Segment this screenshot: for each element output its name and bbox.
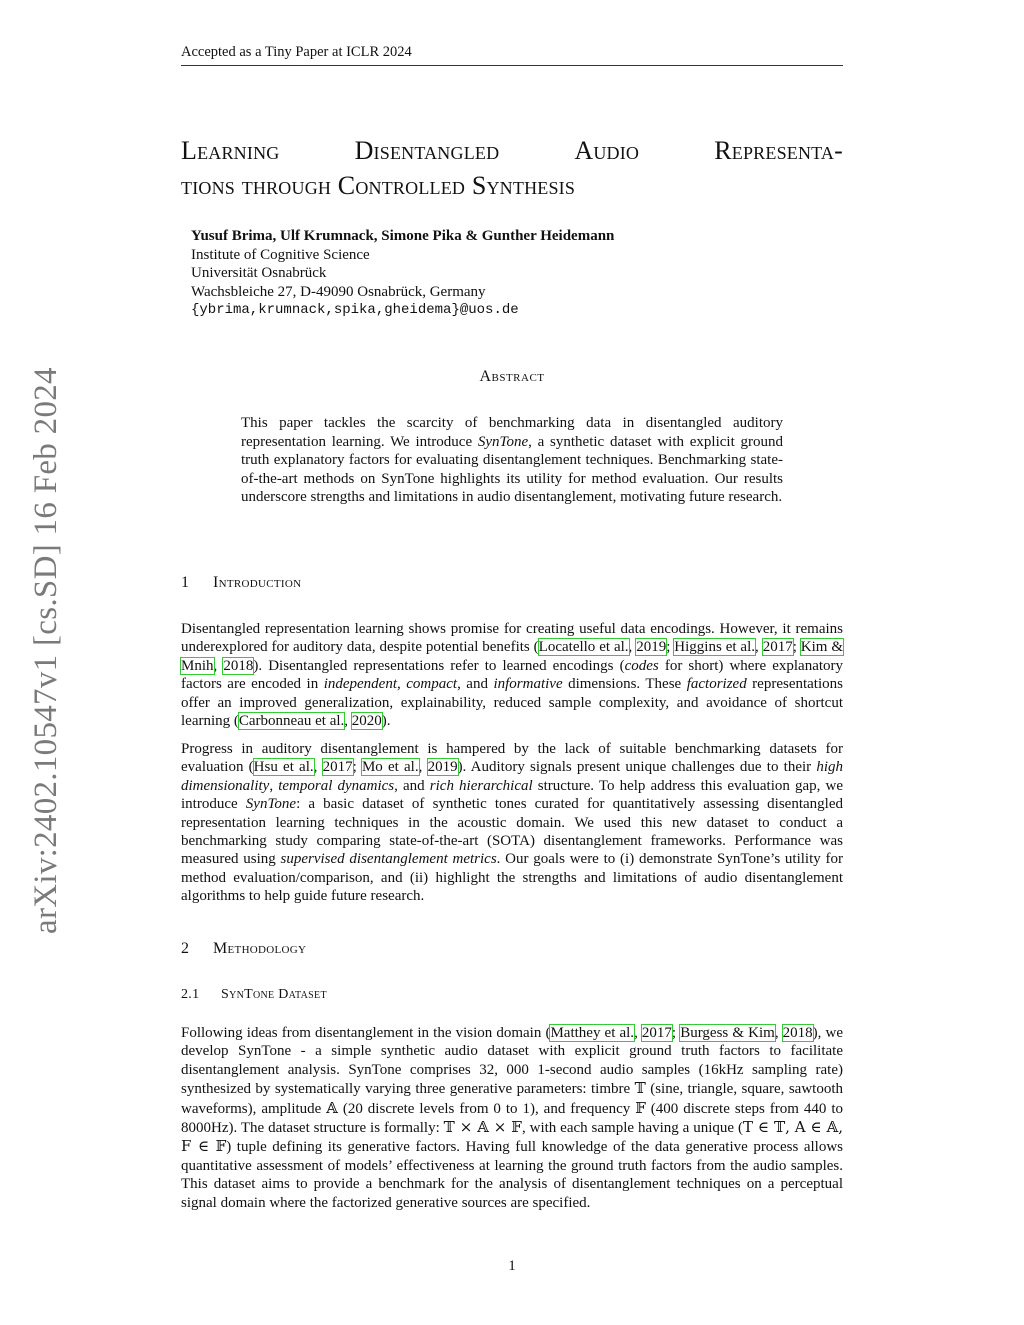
citation-year-link[interactable]: 2019 — [427, 759, 458, 776]
emphasis: independent — [323, 676, 398, 693]
citation-separator: , — [628, 639, 637, 656]
paragraph-text: representations offer an improved generalization, explainability, reduced sample complexity, and avoidance of shortcut learning ( — [181, 676, 843, 730]
section-title: Methodology — [213, 940, 307, 957]
title-line-1 — [181, 133, 843, 168]
emphasis: compact — [406, 676, 458, 693]
paragraph-text: (20 discrete levels from 0 to 1), and frequency — [337, 1100, 636, 1117]
abstract-emphasis: SynTone — [477, 433, 529, 450]
section-heading-methodology — [181, 940, 306, 958]
citation-link[interactable]: Kim & Mnih — [181, 639, 844, 674]
emphasis: codes — [624, 657, 659, 674]
citation-link[interactable]: Hsu et al. — [253, 759, 314, 776]
citation-year-link[interactable]: 2017 — [641, 1025, 672, 1041]
syntone-paragraph — [181, 1024, 843, 1212]
author-block — [191, 227, 614, 320]
citation-separator: , — [774, 1025, 783, 1041]
citation-year-link[interactable]: 2020 — [351, 713, 382, 730]
paragraph-text: Following ideas from disentanglement in the vision domain ( — [181, 1025, 551, 1041]
citation-link[interactable]: Burgess & Kim — [680, 1025, 775, 1041]
title-word: Disentangled — [354, 136, 500, 165]
subsection-title: SynTone Dataset — [221, 987, 327, 1002]
citation-link[interactable]: Locatello et al. — [538, 639, 629, 656]
author-address: Wachsbleiche 27, D-49090 Osnabrück, Germany — [191, 283, 486, 300]
author-institute: Institute of Cognitive Science — [191, 246, 370, 263]
citation-link[interactable]: Mo et al. — [361, 759, 419, 776]
section-heading-introduction — [181, 574, 301, 592]
math-expression: 𝕋 × 𝔸 × 𝔽 — [443, 1118, 522, 1137]
emphasis: factorized — [686, 676, 747, 693]
citation-year-link[interactable]: 2019 — [636, 639, 667, 656]
citation-link[interactable]: Carbonneau et al. — [238, 713, 345, 730]
arxiv-identifier-stamp: arXiv:2402.10547v1 [cs.SD] 16 Feb 2024 — [28, 367, 64, 934]
author-names: Yusuf Brima, Ulf Krumnack, Simone Pika & Gunther Heidemann — [191, 228, 615, 244]
paragraph-text: ) tuple defining its generative factors. Having full knowledge of the data generative process allows quantitative assessment of models’ effectiveness at learning the ground truth factors from the audio samples. This dataset aims to provide a benchmark for the analysis of disentanglement techniques on a perceptual signal domain where the factorized generative sources are specified. — [181, 1139, 843, 1211]
paragraph-text: , and — [394, 777, 430, 794]
citation-year-link[interactable]: 2017 — [322, 759, 353, 776]
emphasis: SynTone — [245, 796, 297, 813]
paragraph-text: (400 discrete steps from 440 to 8000Hz). The dataset structure is formally: — [181, 1100, 843, 1137]
citation-separator: , — [344, 713, 352, 730]
math-symbol: 𝔽 — [635, 1098, 646, 1117]
emphasis: informative — [493, 676, 563, 693]
citation-separator: , — [418, 759, 428, 776]
citation-separator: , — [755, 639, 763, 656]
abstract-text: This paper tackles the scarcity of benchmarking data in disentangled auditory representation learning. We introduce — [241, 415, 783, 450]
citation-year-link[interactable]: 2017 — [762, 639, 793, 656]
page-number: 1 — [508, 1258, 516, 1274]
abstract-heading: Abstract — [479, 368, 545, 385]
abstract-text: , a synthetic dataset with explicit ground truth explanatory factors for evaluating disentanglement techniques. Benchmarking state-of-the-art methods on SynTone highlights its utility for method evaluation. Our results underscore strengths and limitations in audio disentanglement, motivating future research. — [241, 433, 783, 506]
intro-paragraph-1 — [181, 620, 843, 730]
citation-separator: , — [634, 1025, 642, 1041]
citation-separator: , — [213, 657, 224, 674]
citation-link[interactable]: Matthey et al. — [550, 1025, 635, 1041]
citation-link[interactable]: Higgins et al. — [674, 639, 756, 656]
author-email: {ybrima,krumnack,spika,gheidema}@uos.de — [191, 302, 519, 319]
paragraph-text: , with each sample having a unique ( — [521, 1120, 743, 1137]
paragraph-text: dimensions. These — [562, 676, 687, 693]
paragraph-text: . Our goals were to (i) demonstrate SynTone’s utility for method evaluation/comparison, and (ii) highlight the strengths and limitations of audio disentanglement algorithms to help guide future research. — [181, 851, 844, 905]
subsection-heading-syntone-dataset — [181, 987, 327, 1003]
paragraph-text: , — [269, 777, 279, 794]
math-symbol: 𝕋 — [634, 1079, 646, 1098]
abstract-body — [241, 414, 783, 507]
paragraph-text: structure. To help address this evaluation gap, we introduce — [181, 777, 843, 813]
title-word: Audio — [574, 136, 640, 165]
citation-separator: ; — [666, 639, 675, 656]
title-word: Representa- — [714, 136, 843, 165]
citation-separator: ; — [352, 759, 362, 776]
citation-separator: , — [313, 759, 323, 776]
paragraph-text: (sine, triangle, square, sawtooth waveforms), amplitude — [181, 1081, 844, 1117]
author-university: Universität Osnabrück — [191, 265, 327, 282]
section-number: 1 — [181, 574, 190, 591]
emphasis: supervised disentanglement metrics — [280, 851, 497, 868]
paragraph-text: for short) where explanatory factors are encoded in — [181, 657, 844, 693]
paragraph-text: ). Auditory signals present unique challenges due to their — [457, 759, 817, 776]
paragraph-text: : a basic dataset of synthetic tones curated for quantitatively assessing disentangled representation learning techniques in the acoustic domain. We used this new dataset to conduct a benchmarking study comparing state-of-the-art (SOTA) disentanglement frameworks. Performance was measured using — [181, 796, 843, 868]
running-header: Accepted as a Tiny Paper at ICLR 2024 — [181, 44, 843, 66]
citation-year-link[interactable]: 2018 — [782, 1025, 813, 1041]
paragraph-text: Progress in auditory disentanglement is hampered by the lack of suitable benchmarking datasets for evaluation ( — [181, 741, 843, 776]
citation-separator: ; — [792, 639, 801, 656]
emphasis: rich hierarchical — [429, 777, 533, 794]
emphasis: high dimensionality — [181, 759, 844, 794]
paragraph-text: Disentangled representation learning shows promise for creating useful data encodings. However, it remains underexplored for auditory data, despite potential benefits ( — [181, 621, 843, 656]
title-line-2: tions through Controlled Synthesis — [181, 171, 576, 200]
emphasis: temporal dynamics — [278, 777, 395, 794]
section-number: 2 — [181, 940, 190, 957]
paragraph-text: , and — [457, 676, 494, 693]
paragraph-text: ), we develop SynTone - a simple synthetic audio dataset with explicit ground truth factors to facilitate disentanglement analysis. SynTone comprises 32, 000 1-second audio samples (16kHz sampling rate) synthesized by systematically varying three generative parameters: timbre — [181, 1025, 844, 1098]
intro-paragraph-2 — [181, 740, 843, 906]
subsection-number: 2.1 — [181, 987, 200, 1002]
citation-separator: ; — [671, 1025, 681, 1041]
math-expression: T ∈ 𝕋, A ∈ 𝔸, F ∈ 𝔽 — [181, 1118, 843, 1156]
paragraph-text: ). — [381, 713, 391, 730]
math-symbol: 𝔸 — [326, 1098, 338, 1117]
paper-title — [181, 133, 843, 203]
title-word: Learning — [181, 136, 280, 165]
citation-year-link[interactable]: 2018 — [223, 657, 254, 674]
paragraph-text: ). Disentangled representations refer to learned encodings ( — [253, 657, 625, 674]
section-title: Introduction — [213, 574, 302, 591]
paragraph-text: , — [397, 676, 407, 693]
